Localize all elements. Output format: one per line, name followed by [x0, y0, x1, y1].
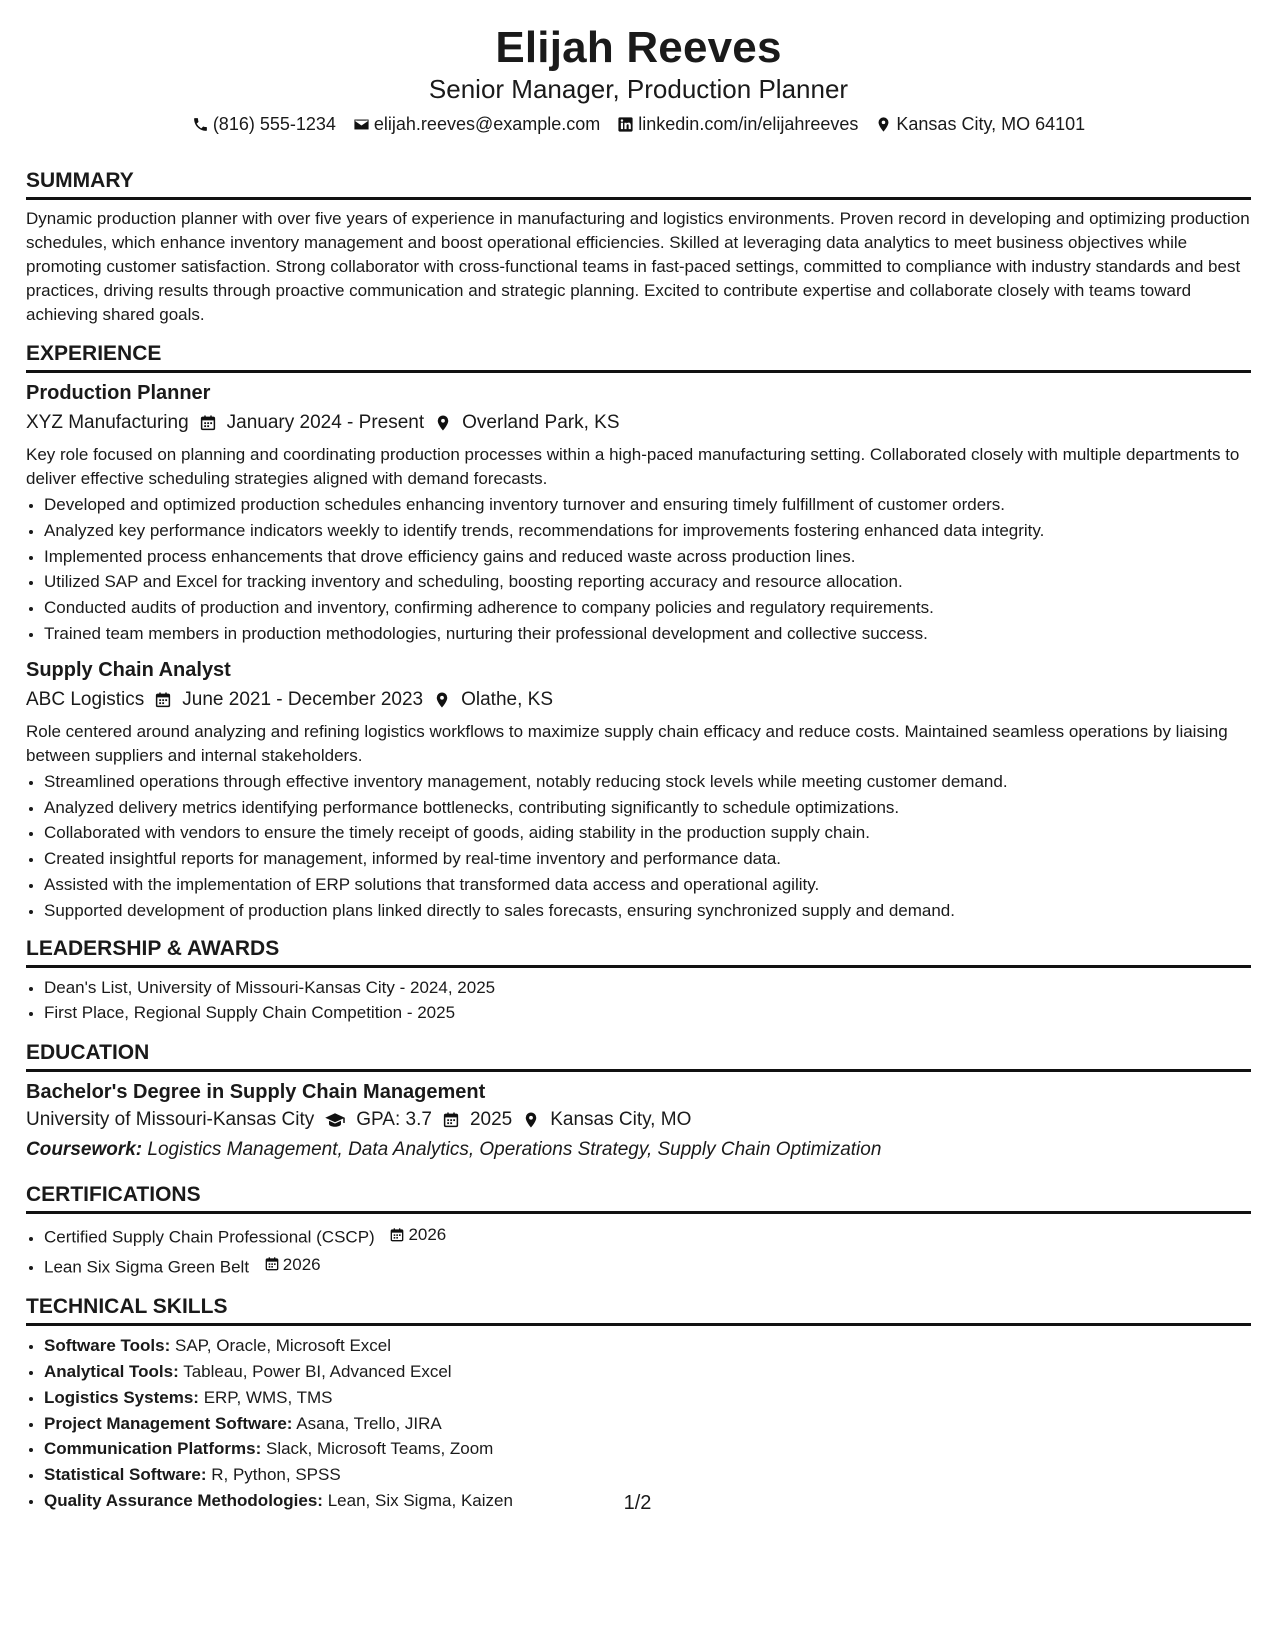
job-title: Supply Chain Analyst [26, 658, 231, 681]
school-name: University of Missouri-Kansas City [26, 1109, 315, 1131]
list-item [44, 1251, 1251, 1281]
coursework-label: Coursework: [26, 1139, 143, 1161]
calendar-icon [199, 414, 217, 432]
email-text: elijah.reeves@example.com [373, 114, 601, 134]
job-dates: June 2021 - December 2023 [182, 688, 424, 710]
job-meta [26, 409, 1251, 437]
degree-title: Bachelor's Degree in Supply Chain Management [26, 1081, 486, 1104]
summary-text: Dynamic production planner with over five years of experience in manufacturing and logistics environments. Proven record in developing and optimizing production schedules, which enhance inventory management and boost operational efficiencies. Skilled at leveraging data analytics to meet business objectives while promoting customer satisfaction. Strong collaborator with cross-functional teams in fast-paced settings, committed to compliance with industry standards and best practices, driving results through proactive communication and strategic planning. Excited to contribute expertise and collaborate closely with teams toward achieving shared goals. [26, 209, 1250, 324]
job-location: Overland Park, KS [462, 412, 620, 433]
skill-label: Communication Platforms: [44, 1439, 262, 1459]
map-pin-icon [875, 116, 892, 133]
cert-year: 2026 [282, 1254, 321, 1274]
contact-phone [192, 112, 336, 136]
summary-section [26, 168, 1251, 327]
list-item: • Assisted with the implementation of ERP solutions that transformed data access and operational agility. [44, 872, 1251, 898]
phone-text: (816) 555-1234 [212, 114, 336, 134]
list-item [44, 1333, 1251, 1359]
location-text: Kansas City, MO 64101 [896, 114, 1086, 134]
experience-section [26, 341, 1251, 924]
linkedin-icon [617, 116, 634, 133]
education-section [26, 1040, 1251, 1164]
school-location: Kansas City, MO [550, 1109, 692, 1131]
list-item [44, 1221, 1251, 1251]
education-meta [26, 1106, 1251, 1134]
list-item: • Created insightful reports for management, informed by real-time inventory and performance data. [44, 846, 1251, 872]
cert-date [389, 1221, 446, 1248]
section-heading: LEADERSHIP & AWARDS [26, 936, 1251, 968]
graduation-year: 2025 [469, 1109, 513, 1131]
section-heading: EXPERIENCE [26, 341, 1251, 373]
calendar-icon [389, 1227, 405, 1243]
skill-value: R, Python, SPSS [211, 1465, 341, 1485]
company-name: ABC Logistics [26, 688, 145, 710]
cert-date [264, 1251, 321, 1278]
skill-value: SAP, Oracle, Microsoft Excel [174, 1336, 392, 1356]
cert-name: Lean Six Sigma Green Belt [44, 1257, 250, 1277]
contact-linkedin[interactable] [617, 112, 858, 136]
job-bullets [26, 492, 1251, 647]
contact-line [26, 112, 1251, 136]
resume-page [26, 22, 1251, 1514]
coursework-line [26, 1136, 1251, 1164]
section-heading: EDUCATION [26, 1040, 1251, 1072]
list-item: • First Place, Regional Supply Chain Competition - 2025 [44, 1000, 1251, 1026]
job-entry [26, 380, 1251, 647]
calendar-icon [154, 691, 172, 709]
job-title: Production Planner [26, 382, 211, 404]
map-pin-icon [522, 1111, 540, 1129]
list-item: • Conducted audits of production and inventory, confirming adherence to company policies and regulatory requirements. [44, 595, 1251, 621]
section-heading: TECHNICAL SKILLS [26, 1294, 1251, 1326]
calendar-icon [264, 1256, 280, 1272]
skill-value: Slack, Microsoft Teams, Zoom [265, 1439, 494, 1459]
list-item [44, 1436, 1251, 1462]
contact-location [875, 112, 1085, 136]
list-item: • Developed and optimized production schedules enhancing inventory turnover and ensuring timely fulfillment of customer orders. [44, 492, 1251, 518]
list-item: • Analyzed key performance indicators weekly to identify trends, recommendations for improvements fostering enhanced data integrity. [44, 518, 1251, 544]
list-item [44, 1385, 1251, 1411]
job-entry [26, 657, 1251, 924]
calendar-icon [442, 1111, 460, 1129]
job-meta [26, 686, 1251, 714]
map-pin-icon [433, 691, 451, 709]
list-item: • Supported development of production plans linked directly to sales forecasts, ensuring synchronized supply and demand. [44, 898, 1251, 924]
job-bullets [26, 769, 1251, 924]
job-dates: January 2024 - Present [226, 412, 425, 433]
list-item: • Utilized SAP and Excel for tracking inventory and scheduling, boosting reporting accuracy and resource allocation. [44, 569, 1251, 595]
contact-email[interactable] [353, 112, 600, 136]
skill-label: Logistics Systems: [44, 1387, 199, 1407]
phone-icon [192, 116, 209, 133]
coursework-text: Logistics Management, Data Analytics, Operations Strategy, Supply Chain Optimization [147, 1139, 882, 1161]
company-name: XYZ Manufacturing [26, 412, 189, 433]
list-item: • Analyzed delivery metrics identifying performance bottlenecks, contributing significantly to schedule optimizations. [44, 795, 1251, 821]
job-description: Role centered around analyzing and refining logistics workflows to maximize supply chain efficacy and reduce costs. Maintained seamless operations by liaising between suppliers and internal stakeholders. [26, 721, 1228, 765]
resume-header [26, 22, 1251, 136]
skill-value: Lean, Six Sigma, Kaizen [327, 1490, 513, 1510]
list-item: • Dean's List, University of Missouri-Kansas City - 2024, 2025 [44, 975, 1251, 1001]
envelope-icon [353, 116, 370, 133]
skill-value: Asana, Trello, JIRA [296, 1413, 442, 1433]
skills-section [26, 1294, 1251, 1514]
list-item [44, 1411, 1251, 1437]
list-item: • Streamlined operations through effective inventory management, notably reducing stock levels while meeting customer demand. [44, 769, 1251, 795]
list-item: • Implemented process enhancements that drove efficiency gains and reduced waste across production lines. [44, 544, 1251, 570]
list-item [44, 1462, 1251, 1488]
list-item: • Collaborated with vendors to ensure the timely receipt of goods, aiding stability in the production supply chain. [44, 820, 1251, 846]
graduation-cap-icon [324, 1111, 346, 1129]
skill-label: Analytical Tools: [44, 1361, 179, 1381]
section-heading: CERTIFICATIONS [26, 1182, 1251, 1214]
skill-value: ERP, WMS, TMS [203, 1387, 333, 1407]
cert-year: 2026 [408, 1225, 447, 1245]
certifications-list [26, 1221, 1251, 1280]
skill-value: Tableau, Power BI, Advanced Excel [183, 1361, 452, 1381]
awards-list [26, 975, 1251, 1027]
job-location: Olathe, KS [461, 688, 553, 710]
candidate-title: Senior Manager, Production Planner [428, 74, 849, 104]
leadership-section [26, 936, 1251, 1027]
job-description: Key role focused on planning and coordinating production processes within a high-paced manufacturing setting. Collaborated closely with multiple departments to deliver effective scheduling strategies aligned with demand forecasts. [26, 445, 1240, 488]
list-item: • Trained team members in production methodologies, nurturing their professional development and collective success. [44, 621, 1251, 647]
cert-name: Certified Supply Chain Professional (CSCP) [44, 1227, 375, 1247]
list-item [44, 1359, 1251, 1385]
gpa-text: GPA: 3.7 [356, 1109, 432, 1131]
section-heading: SUMMARY [26, 168, 1251, 200]
map-pin-icon [434, 414, 452, 432]
linkedin-text: linkedin.com/in/elijahreeves [638, 114, 859, 134]
page-number: 1/2 [623, 1492, 652, 1514]
skill-label: Software Tools: [44, 1336, 171, 1356]
candidate-name: Elijah Reeves [495, 23, 782, 72]
skills-list [26, 1333, 1251, 1514]
skill-label: Quality Assurance Methodologies: [44, 1490, 323, 1510]
skill-label: Statistical Software: [44, 1465, 207, 1485]
skill-label: Project Management Software: [44, 1413, 293, 1433]
certifications-section [26, 1182, 1251, 1280]
